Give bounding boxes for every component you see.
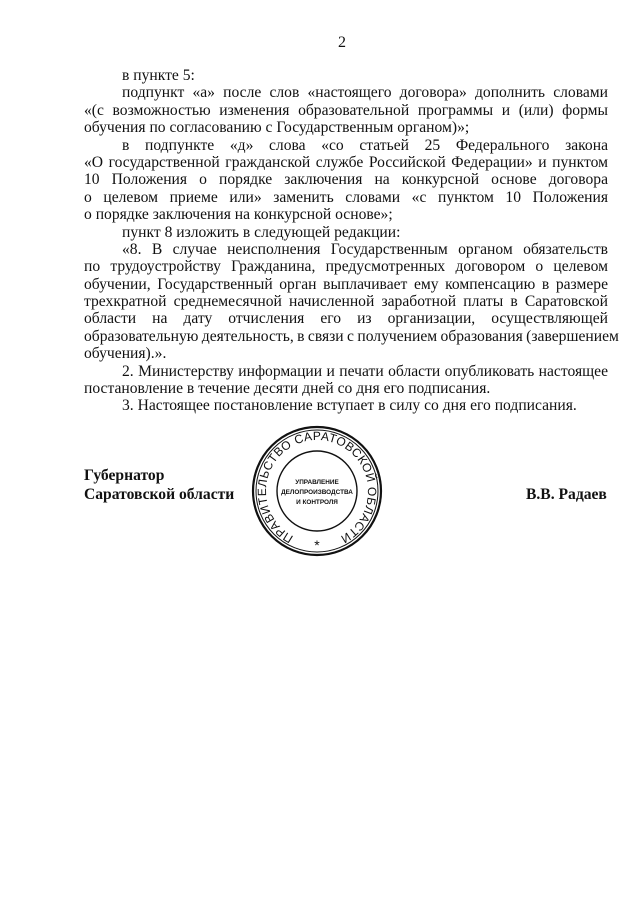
text-line: обучении, Государственный орган выплачивает ему компенсацию в размере [84, 275, 608, 293]
text-line: подпункт «а» после слов «настоящего договора» дополнить словами [122, 84, 608, 102]
stamp-outer-text: ПРАВИТЕЛЬСТВО САРАТОВСКОЙ ОБЛАСТИ [254, 428, 380, 546]
stamp-inner-line-3: И КОНТРОЛЯ [296, 499, 338, 506]
text-line: обучения по согласованию с Государственным органом)»; [84, 119, 470, 137]
position-line-2: Саратовской области [84, 486, 235, 503]
text-line: в подпункте «д» слова «со статьей 25 Федерального закона [122, 136, 608, 154]
stamp-inner-line-1: УПРАВЛЕНИЕ [295, 479, 339, 486]
text-line: трехкратной среднемесячной начисленной заработной платы в Саратовской [84, 293, 608, 311]
text-line: о порядке заключения на конкурсной основе»; [84, 206, 393, 224]
official-stamp [250, 424, 384, 558]
stamp-star-icon: * [314, 537, 320, 553]
text-line: постановление в течение десяти дней со дня его подписания. [84, 380, 491, 398]
text-line: «8. В случае неисполнения Государственным органом обязательств [122, 240, 608, 258]
text-line: 2. Министерству информации и печати области опубликовать настоящее [122, 362, 608, 380]
page-number: 2 [338, 34, 346, 51]
text-line: 10 Положения о порядке заключения на конкурсной основе договора [84, 171, 608, 189]
text-line: в пункте 5: [122, 67, 195, 84]
position-line-1: Губернатор [84, 467, 165, 484]
text-line: о целевом приеме или» заменить словами «с пунктом 10 Положения [84, 188, 608, 206]
document-body [84, 67, 619, 415]
text-line: обучения).». [84, 345, 167, 363]
text-line: пункт 8 изложить в следующей редакции: [122, 223, 401, 241]
text-line: «(с возможностью изменения образовательной программы и (или) формы [84, 101, 608, 119]
text-line: области на дату отчисления его из организации, осуществляющей [84, 310, 608, 328]
stamp-inner-line-2: ДЕЛОПРОИЗВОДСТВА [281, 489, 353, 496]
text-line: 3. Настоящее постановление вступает в силу со дня его подписания. [122, 397, 577, 415]
text-line: по трудоустройству Гражданина, предусмотренных договором о целевом [84, 258, 608, 276]
signatory-position [84, 466, 234, 504]
text-line: «О государственной гражданской службе Российской Федерации» и пунктом [84, 153, 608, 171]
signatory-name: В.В. Радаев [526, 486, 607, 503]
text-line: образовательную деятельность, в связи с получением образования (завершением [84, 327, 619, 345]
